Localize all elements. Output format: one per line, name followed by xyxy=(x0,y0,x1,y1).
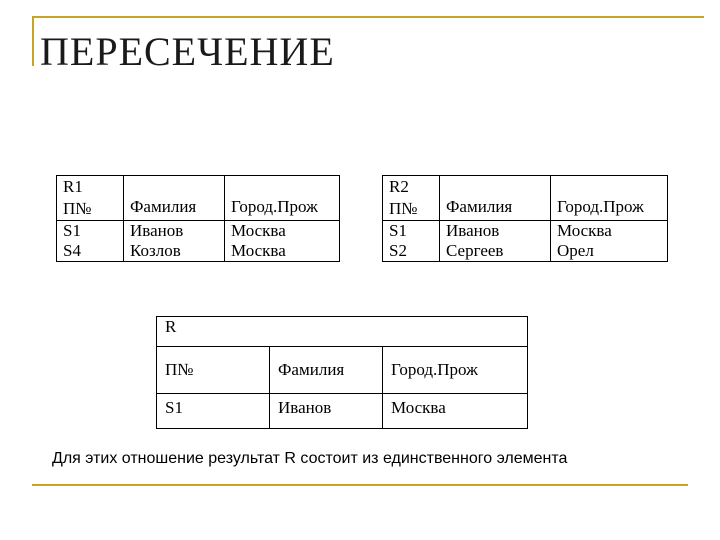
table-header-cell xyxy=(57,176,124,221)
column-header: Фамилия xyxy=(440,176,551,221)
table-cell xyxy=(57,221,124,262)
column-header: Город.Прож xyxy=(383,347,528,394)
decorative-left-rule xyxy=(32,16,34,66)
table-header-cell xyxy=(383,176,440,221)
table-header-row xyxy=(57,176,340,221)
table-header-row xyxy=(157,347,528,394)
table-cell xyxy=(124,221,225,262)
relation-r1-table xyxy=(56,175,340,262)
cell-value: S4 xyxy=(63,241,81,260)
table-cell xyxy=(440,221,551,262)
decorative-bottom-rule xyxy=(32,484,688,486)
cell-value: S1 xyxy=(63,221,81,240)
column-header: П№ xyxy=(63,199,92,218)
cell-value: Орел xyxy=(557,241,594,260)
table-header-row xyxy=(383,176,668,221)
table-caption-row xyxy=(157,317,528,347)
table-cell xyxy=(383,221,440,262)
column-header: Город.Прож xyxy=(551,176,668,221)
column-header: Фамилия xyxy=(124,176,225,221)
table-row xyxy=(157,394,528,429)
relation-r2-table xyxy=(382,175,668,262)
relation-name: R2 xyxy=(389,177,409,196)
table-cell: S1 xyxy=(157,394,270,429)
column-header: Город.Прож xyxy=(225,176,340,221)
column-header: П№ xyxy=(157,347,270,394)
cell-value: S1 xyxy=(389,221,407,240)
cell-value: S2 xyxy=(389,241,407,260)
table-row xyxy=(57,221,340,262)
result-note: Для этих отношение результат R состоит из единственного элемента xyxy=(52,450,568,467)
relation-name: R1 xyxy=(63,177,83,196)
column-header: П№ xyxy=(389,199,418,218)
cell-value: Москва xyxy=(557,221,612,240)
cell-value: Сергеев xyxy=(446,241,504,260)
column-header: Фамилия xyxy=(270,347,383,394)
table-cell xyxy=(551,221,668,262)
table-row xyxy=(383,221,668,262)
table-cell: Иванов xyxy=(270,394,383,429)
cell-value: Иванов xyxy=(446,221,500,240)
slide-title: ПЕРЕСЕЧЕНИЕ xyxy=(40,29,335,74)
cell-value: Козлов xyxy=(130,241,181,260)
cell-value: Москва xyxy=(231,221,286,240)
cell-value: Иванов xyxy=(130,221,184,240)
cell-value: Москва xyxy=(231,241,286,260)
decorative-top-rule xyxy=(32,16,704,18)
table-cell: Москва xyxy=(383,394,528,429)
relation-r-result-table xyxy=(156,316,528,429)
table-cell xyxy=(225,221,340,262)
relation-name: R xyxy=(157,317,528,347)
